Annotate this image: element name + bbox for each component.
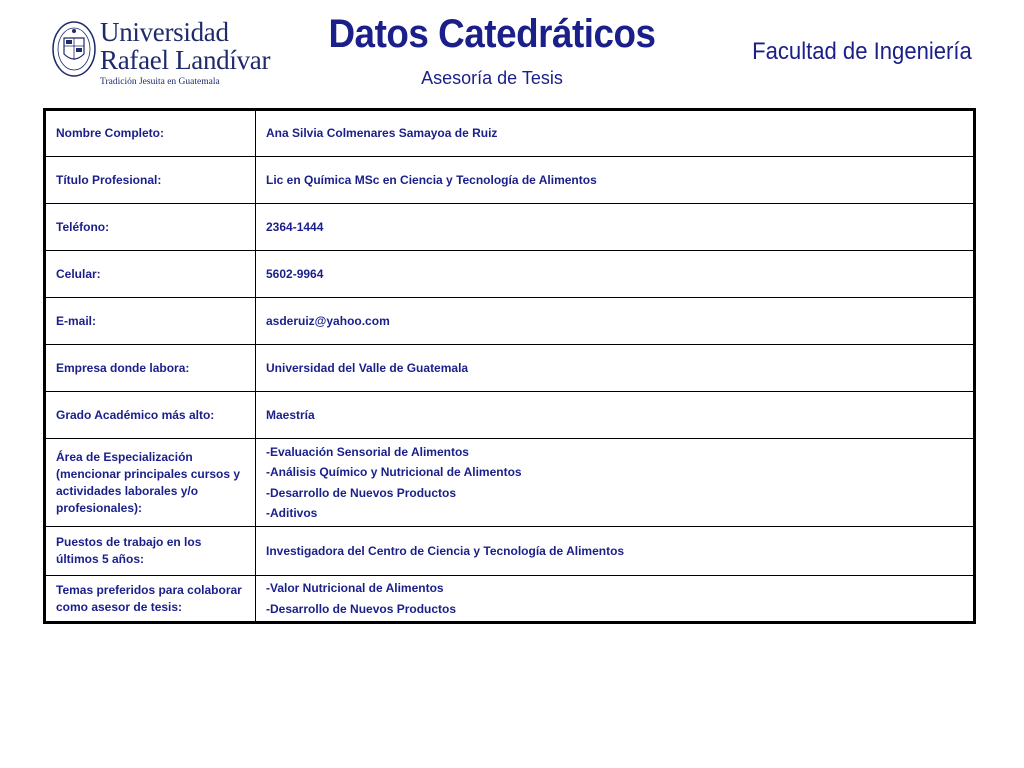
list-item: -Análisis Químico y Nutricional de Alimentos [266, 465, 522, 479]
row-label: Empresa donde labora: [45, 345, 256, 392]
table-row [45, 345, 975, 392]
row-value-list [256, 439, 975, 527]
logo-line-1: Universidad [100, 17, 229, 47]
faculty-name: Facultad de Ingeniería [752, 38, 972, 65]
page-subtitle: Asesoría de Tesis [421, 68, 563, 88]
university-logo [52, 17, 271, 94]
row-value: Ana Silvia Colmenares Samayoa de Ruiz [256, 110, 975, 157]
table-row [45, 576, 975, 623]
table-row [45, 527, 975, 576]
list-item: -Aditivos [266, 506, 318, 520]
row-value: 5602-9964 [256, 251, 975, 298]
row-label: Nombre Completo: [45, 110, 256, 157]
table-row [45, 157, 975, 204]
logo-line-2: Rafael Landívar [100, 45, 271, 75]
page-title: Datos Catedráticos [328, 12, 656, 56]
table-row [45, 204, 975, 251]
list-item: -Desarrollo de Nuevos Productos [266, 601, 457, 616]
university-seal-icon [52, 20, 96, 78]
row-label: Título Profesional: [45, 157, 256, 204]
row-value-list [256, 576, 975, 623]
faculty-data-table [43, 108, 976, 624]
row-label: E-mail: [45, 298, 256, 345]
row-value: Maestría [256, 392, 975, 439]
row-label: Área de Especialización (mencionar principales cursos y actividades laborales y/o profesionales): [45, 439, 256, 527]
row-value: asderuiz@yahoo.com [256, 298, 975, 345]
list-item: -Valor Nutricional de Alimentos [266, 581, 444, 595]
table-row [45, 251, 975, 298]
row-value: Universidad del Valle de Guatemala [256, 345, 975, 392]
row-value: Lic en Química MSc en Ciencia y Tecnología de Alimentos [256, 157, 975, 204]
list-item: -Evaluación Sensorial de Alimentos [266, 444, 469, 459]
table-row [45, 298, 975, 345]
row-label: Grado Académico más alto: [45, 392, 256, 439]
table-row [45, 392, 975, 439]
row-label: Temas preferidos para colaborar como asesor de tesis: [45, 576, 256, 623]
table-row [45, 110, 975, 157]
row-label: Teléfono: [45, 204, 256, 251]
row-label: Celular: [45, 251, 256, 298]
row-value: Investigadora del Centro de Ciencia y Tecnología de Alimentos [256, 527, 975, 576]
logo-tagline: Tradición Jesuita en Guatemala [100, 77, 220, 87]
list-item: -Desarrollo de Nuevos Productos [266, 485, 457, 500]
table-row [45, 439, 975, 527]
row-value: 2364-1444 [256, 204, 975, 251]
row-label: Puestos de trabajo en los últimos 5 años: [45, 527, 256, 576]
